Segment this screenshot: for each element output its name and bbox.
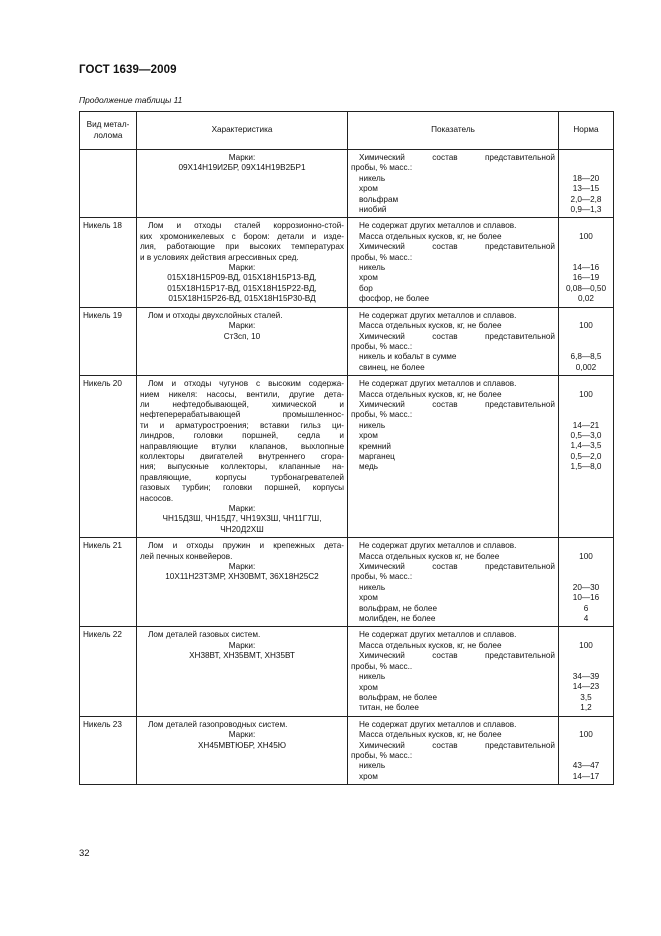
norm-value [562,751,610,761]
grades-label: Марки: [228,730,256,740]
norm-value: 6,8—8,5 [570,352,602,362]
indicator-line: пробы, % масс.: [351,163,413,173]
norm-value: 16—19 [572,273,600,283]
norm-value [562,741,610,751]
norm-value [562,379,610,389]
norm-value: 10—16 [572,593,600,603]
characteristic-cell [137,376,348,538]
grade-list: ХН45МВТЮБР, ХН45Ю [197,740,287,750]
norm-value: 100 [579,551,593,561]
characteristic-text-line: Лом деталей газопроводных систем. [148,719,288,729]
col-header-characteristic: Характеристика [137,112,348,150]
table-row [80,150,614,218]
characteristic-text-line: нием никеля: насосы, вентили, другие дета- [140,389,344,399]
characteristic-text-line: коллекторы двигателей внутреннего сгора- [140,451,344,461]
norm-value: 0,02 [578,294,594,304]
characteristic-text-line: нефтеперерабатывающей промышленнос- [140,410,344,420]
norm-value: 100 [579,640,593,650]
indicator-line: пробы, % масс.: [351,341,413,351]
grades-label: Марки: [228,321,256,331]
indicator-line: Масса отдельных кусков кг, не более [359,551,500,561]
indicator-line: Масса отдельных кусков, кг, не более [359,640,502,650]
characteristic-text-line: Лом и отходы двухслойных сталей. [148,310,283,320]
grade-list: 015Х18Н15Р17-ВД, 015Х18Н15Р22-ВД, [167,283,317,293]
indicator-cell [348,716,559,784]
grades-label: Марки: [228,504,256,513]
norm-value [562,720,610,730]
norm-value: 14—16 [572,263,600,272]
characteristic-text-line: правляющие, корпусы турбонагревателей [140,472,344,482]
grades-label: Марки: [228,263,256,273]
col-header-norm: Норма [559,112,614,150]
norm-value: 18—20 [572,173,600,183]
indicator-line: Химический состав представительной [359,153,555,162]
norm-value: 0,5—3,0 [570,431,602,441]
grades-label: Марки: [228,640,256,650]
indicator-line: никель и кобальт в сумме [359,352,457,362]
table-header-row [80,112,614,150]
indicator-line: Масса отдельных кусков, кг, не более [359,730,502,740]
grade-list: 09Х14Н19И2БР, 09Х14Н19В2БР1 [178,163,306,173]
norm-value: 100 [579,389,593,399]
norm-value [562,572,610,582]
norm-value [562,342,610,352]
grade-list: 015Х18Н15Р09-ВД, 015Х18Н15Р13-ВД, [167,273,317,283]
norm-cell [559,627,614,716]
indicator-line: пробы, % масс.. [351,661,413,671]
indicator-line: марганец [359,451,395,461]
indicator-line: хром [359,273,378,283]
norm-value: 1,2 [580,703,592,713]
indicator-line: никель [359,263,386,273]
scrap-type-cell: Никель 18 [80,218,137,307]
scrap-type-cell: Никель 20 [80,376,137,538]
norm-value [562,153,610,163]
norm-value: 34—39 [572,672,600,682]
norm-value: 2,0—2,8 [570,194,602,204]
indicator-line: Не содержат других металлов и сплавов. [359,221,517,231]
grade-list: ХН38ВТ, ХН35ВМТ, ХН35ВТ [189,651,295,661]
norm-value: 14—21 [572,420,600,430]
characteristic-text-line: направляющие втулки клапанов, выхлопные [140,441,344,451]
norm-value [562,651,610,661]
scrap-type-cell [80,150,137,218]
indicator-line: пробы, % масс.: [351,572,413,582]
characteristic-text-line: линдров, головки поршней, седла и [140,431,344,441]
table-body [80,150,614,785]
indicator-line: хром [359,431,378,441]
table-row [80,716,614,784]
characteristic-text-line: и в условиях действия агрессивных сред. [140,252,299,262]
norm-cell [559,307,614,375]
table-row [80,376,614,538]
grades-label: Марки: [228,153,256,162]
indicator-line: пробы, % масс.: [351,252,413,262]
characteristic-text-line: ти и арматуростроения; вставки гильз ци- [140,420,344,430]
scrap-type-cell: Никель 22 [80,627,137,716]
indicator-line: кремний [359,441,391,451]
norm-value [562,242,610,252]
norm-value: 3,5 [580,692,592,702]
norm-value: 1,5—8,0 [570,462,602,472]
grades-label: Марки: [228,562,256,572]
grade-list: 015Х18Н15Р26-ВД, 015Х18Н15Р30-ВД [168,294,316,304]
table-row [80,218,614,307]
indicator-cell [348,307,559,375]
characteristic-cell [137,627,348,716]
norm-cell [559,376,614,538]
indicator-cell [348,150,559,218]
characteristic-text-line: лия, работающие при высоких температурах [140,242,344,252]
indicator-line: Химический состав представительной [359,562,555,572]
indicator-line: Масса отдельных кусков, кг, не более [359,231,502,241]
norm-value: 100 [579,231,593,241]
indicator-line: хром [359,682,378,692]
characteristic-text-line: Лом деталей газовых систем. [148,630,261,640]
indicator-line: хром [359,184,378,194]
norm-value: 1,4—3,5 [570,441,602,451]
indicator-line: медь [359,462,379,472]
indicator-line: Не содержат других металлов и сплавов. [359,310,517,320]
scrap-type-cell: Никель 19 [80,307,137,375]
norm-value: 20—30 [572,582,600,592]
norm-cell [559,218,614,307]
scrap-metal-table [79,111,614,785]
table-row [80,538,614,627]
scrap-type-cell: Никель 23 [80,716,137,784]
grade-list: ЧН20Д2ХШ [220,524,264,534]
norm-value: 100 [579,321,593,331]
indicator-line: вольфрам [359,194,399,204]
indicator-cell [348,538,559,627]
indicator-line: Не содержат других металлов и сплавов. [359,719,517,729]
norm-value [562,400,610,410]
scrap-type-cell: Никель 21 [80,538,137,627]
indicator-line: Химический состав представительной [359,399,555,409]
characteristic-text-line: Лом и отходы пружин и крепежных дета- [148,541,344,551]
indicator-line: Химический состав представительной [359,740,555,750]
grade-list: ЧН15Д3Ш, ЧН15Д7, ЧН19Х3Ш, ЧН11Г7Ш, [162,514,322,524]
indicator-cell [348,627,559,716]
indicator-line: Не содержат других металлов и сплавов. [359,541,517,551]
indicator-line: никель [359,582,386,592]
col-header-type: Вид метал- лолома [80,112,137,150]
indicator-line: Масса отдельных кусков, кг, не более [359,389,502,399]
indicator-line: молибден, не более [359,614,436,624]
characteristic-cell [137,307,348,375]
norm-value: 0,08—0,50 [565,283,607,293]
col-header-indicator: Показатель [348,112,559,150]
norm-value [562,331,610,341]
norm-value: 13—15 [572,184,600,194]
norm-value: 43—47 [572,761,600,771]
characteristic-text-line: ли нефтедобывающей, химической и [140,399,344,409]
indicator-line: пробы, % масс.: [351,750,413,760]
indicator-line: свинец, не более [359,362,425,372]
indicator-line: бор [359,283,373,293]
indicator-line: хром [359,771,378,781]
norm-value [562,163,610,173]
indicator-line: никель [359,173,386,183]
table-row [80,627,614,716]
indicator-cell [348,218,559,307]
indicator-line: Масса отдельных кусков, кг, не более [359,321,502,331]
norm-value [562,253,610,263]
characteristic-text-line: ния; выпускные коллекторы, клапанные на- [140,462,344,472]
norm-value: 0,9—1,3 [570,204,602,214]
norm-value [562,662,610,672]
characteristic-cell [137,150,348,218]
norm-value: 6 [583,603,589,613]
table-row [80,307,614,375]
norm-value [562,541,610,551]
indicator-line: Химический состав представительной [359,651,555,661]
indicator-line: никель [359,761,386,771]
indicator-line: ниобий [359,205,387,215]
norm-value: 4 [583,613,589,623]
indicator-line: Не содержат других металлов и сплавов. [359,379,517,389]
characteristic-text-line: газовых турбин; головки поршней, корпусы [140,483,344,493]
norm-value: 14—17 [572,771,600,781]
norm-cell [559,716,614,784]
norm-cell [559,538,614,627]
page-number: 32 [79,848,90,859]
indicator-line: фосфор, не более [359,294,430,304]
norm-value [562,311,610,321]
indicator-line: Химический состав представительной [359,242,555,252]
indicator-line: вольфрам, не более [359,603,437,613]
grade-list: Ст3сп, 10 [223,331,261,341]
norm-value: 100 [579,730,593,740]
indicator-cell [348,376,559,538]
indicator-line: никель [359,672,386,682]
indicator-line: титан, не более [359,703,419,713]
characteristic-text-line: ких хромоникелевых с бором: детали и изде- [140,231,344,241]
norm-value [562,630,610,640]
norm-value: 0,002 [575,362,597,372]
document-title: ГОСТ 1639—2009 [79,64,177,76]
indicator-line: Химический состав представительной [359,331,555,341]
norm-value [562,221,610,231]
norm-value: 14—23 [572,682,600,692]
characteristic-cell [137,538,348,627]
norm-value [562,410,610,420]
characteristic-cell [137,716,348,784]
norm-cell [559,150,614,218]
norm-value: 0,5—2,0 [570,451,602,461]
table-caption: Продолжение таблицы 11 [79,95,183,105]
characteristic-text-line: насосов. [140,493,174,503]
indicator-line: Не содержат других металлов и сплавов. [359,630,517,640]
indicator-line: вольфрам, не более [359,692,437,702]
characteristic-cell [137,218,348,307]
indicator-line: пробы, % масс.: [351,410,413,420]
grade-list: 10Х11Н23Т3МР, ХН30ВМТ, 36Х18Н25С2 [165,572,319,582]
norm-value [562,562,610,572]
characteristic-text-line: Лом и отходы чугунов с высоким содержа- [148,379,344,389]
characteristic-text-line: лей печных конвейеров. [140,551,233,561]
characteristic-text-line: Лом и отходы сталей коррозионно-стой- [148,221,344,231]
indicator-line: хром [359,593,378,603]
indicator-line: никель [359,420,386,430]
